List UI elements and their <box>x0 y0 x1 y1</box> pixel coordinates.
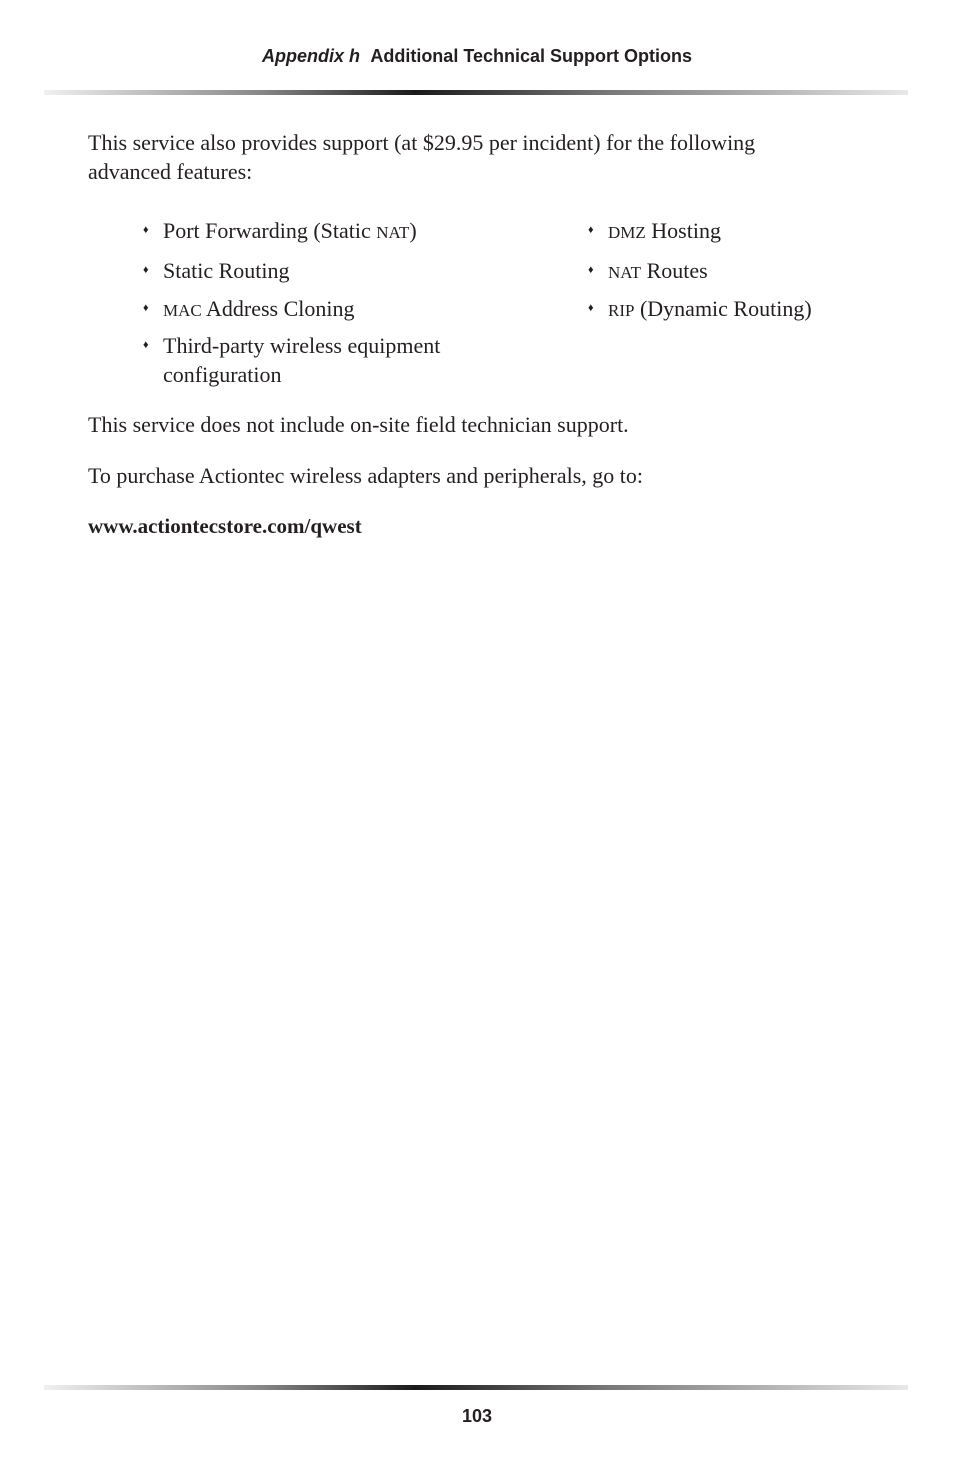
appendix-label: Appendix h <box>261 46 360 66</box>
list-item: ♦ Port Forwarding (Static NAT) <box>143 218 417 243</box>
bullet-icon: ♦ <box>143 224 149 236</box>
bullet-icon: ♦ <box>588 264 594 276</box>
bullet-icon: ♦ <box>588 302 594 314</box>
list-item: ♦ NAT Routes <box>588 258 708 283</box>
bullet-icon: ♦ <box>143 339 149 351</box>
bottom-rule <box>44 1385 908 1390</box>
header-title: Additional Technical Support Options <box>370 46 692 66</box>
list-item: ♦ DMZ Hosting <box>588 218 721 243</box>
list-item: ♦ RIP (Dynamic Routing) <box>588 296 812 321</box>
list-item: ♦ Third-party wireless equipment configuration <box>143 333 441 387</box>
intro-paragraph: This service also provides support (at $29.95 per incident) for the following advanced features: <box>88 130 756 184</box>
list-item: ♦ MAC Address Cloning <box>143 296 355 321</box>
store-link[interactable]: www.actiontecstore.com/qwest <box>88 514 362 538</box>
list-item: ♦ Static Routing <box>143 258 290 283</box>
page-number: 103 <box>461 1406 493 1426</box>
running-header <box>0 46 954 67</box>
top-rule <box>44 90 908 95</box>
bullet-icon: ♦ <box>143 264 149 276</box>
bullet-icon: ♦ <box>588 224 594 236</box>
bullet-icon: ♦ <box>143 302 149 314</box>
no-onsite-paragraph: This service does not include on-site field technician support. <box>88 412 629 437</box>
purchase-paragraph: To purchase Actiontec wireless adapters and peripherals, go to: <box>88 463 643 488</box>
